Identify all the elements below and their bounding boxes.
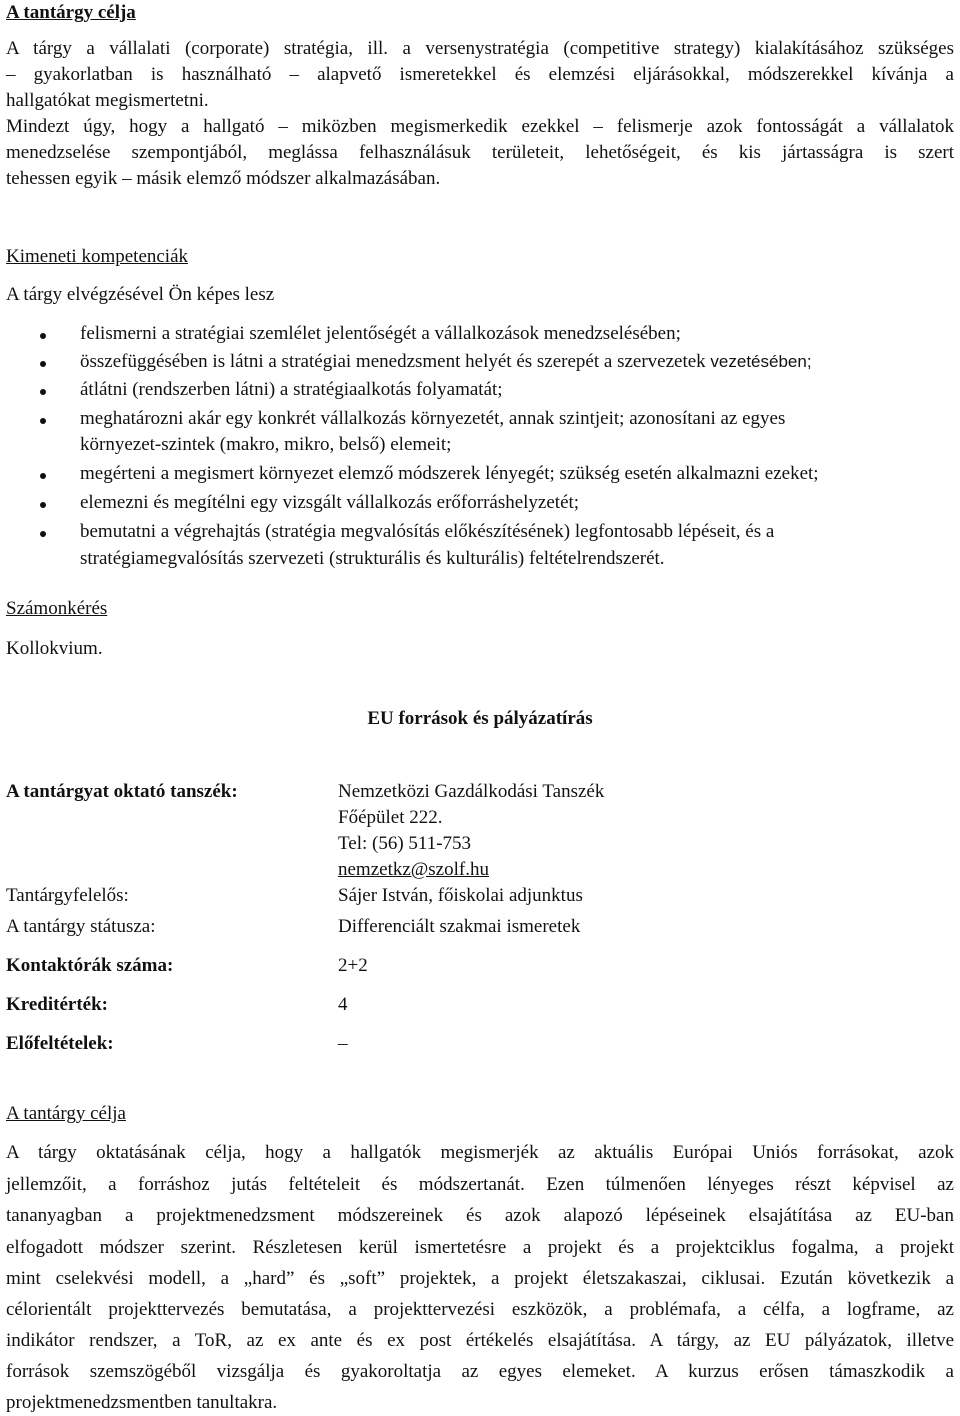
- prereq-label: Előfeltételek:: [6, 1033, 114, 1054]
- course-title: EU források és pályázatírás: [367, 708, 593, 729]
- hours-value: 2+2: [338, 955, 368, 976]
- responsible-label: Tantárgyfelelős:: [6, 885, 129, 906]
- list-item-text-main: összefüggésében is látni a stratégiai menedzsment helyét és szerepét a szervezetek: [80, 351, 706, 372]
- list-item-text: környezet-szintek (makro, mikro, belső) elemeit;: [80, 434, 452, 455]
- exam-value: Kollokvium.: [6, 638, 103, 659]
- status-value: Differenciált szakmai ismeretek: [338, 916, 581, 937]
- list-item-text: elemezni és megítélni egy vizsgált vállalkozás erőforráshelyzetét;: [80, 492, 580, 513]
- list-item-text-tail: vezetésében;: [710, 352, 812, 371]
- text-line: indikátor rendszer, a ToR, az ex ante és ex post értékelés elsajátítása. A tárgy, az EU pályázatok, illetve: [6, 1330, 954, 1351]
- list-item-text: átlátni (rendszerben látni) a stratégiaalkotás folyamatát;: [80, 379, 503, 400]
- exam-heading: Számonkérés: [6, 598, 108, 619]
- text-line: tananyagban a projektmenedzsment módszereinek és azok alapozó lépéseinek elsajátítása az EU-ban: [6, 1205, 954, 1226]
- bullet-icon: [40, 473, 46, 479]
- prereq-value: –: [338, 1033, 348, 1054]
- list-item-text: bemutatni a végrehajtás (stratégia megvalósítás előkészítésének) legfontosabb lépéseit, és a: [80, 521, 775, 542]
- list-item-text: [80, 351, 812, 373]
- text-line: Mindezt úgy, hogy a hallgató – miközben megismerkedik ezekkel – felismerje azok fontosságát a vállalatok: [6, 116, 954, 137]
- credit-value: 4: [338, 994, 348, 1015]
- text-line: források szemszögéből vizsgálja és gyakoroltatja az egyes elemeket. A kurzus erősen támaszkodik a: [6, 1361, 954, 1382]
- bullet-icon: [40, 389, 46, 395]
- bullet-icon: [40, 333, 46, 339]
- bullet-icon: [40, 418, 46, 424]
- text-line: hallgatókat megismertetni.: [6, 90, 209, 111]
- text-line: elfogadott módszer szerint. Részletesen kerül ismertetésre a projekt és a projektciklus fogalma, a projekt: [6, 1237, 954, 1258]
- text-line: – gyakorlatban is használható – alapvető ismeretekkel és elemzési eljárásokkal, módszerekkel kívánja a: [6, 64, 954, 85]
- dept-name: Nemzetközi Gazdálkodási Tanszék: [338, 781, 605, 802]
- competence-intro: A tárgy elvégzésével Ön képes lesz: [6, 284, 275, 305]
- competence-heading: Kimeneti kompetenciák: [6, 246, 189, 267]
- credit-label: Kreditérték:: [6, 994, 108, 1015]
- text-line: A tárgy oktatásának célja, hogy a hallgatók megismerjék az aktuális Európai Uniós forrásokat, azok: [6, 1142, 954, 1163]
- responsible-value: Sájer István, főiskolai adjunktus: [338, 885, 583, 906]
- status-label: A tantárgy státusza:: [6, 916, 156, 937]
- bullet-icon: [40, 502, 46, 508]
- dept-email-link[interactable]: nemzetkz@szolf.hu: [338, 859, 489, 880]
- text-line: menedzselése szempontjából, meglássa felhasználásuk területeit, lehetőségeit, és kis jártasságra is szert: [6, 142, 954, 163]
- list-item-text: felismerni a stratégiai szemlélet jelentőségét a vállalkozások menedzselésében;: [80, 323, 681, 344]
- list-item-text: megérteni a megismert környezet elemző módszerek lényegét; szükség esetén alkalmazni ezeket;: [80, 463, 819, 484]
- bullet-icon: [40, 361, 46, 367]
- list-item-text: meghatározni akár egy konkrét vállalkozás környezetét, annak szintjeit; azonosítani az egyes: [80, 408, 786, 429]
- text-line: célorientált projekttervezés bemutatása, a projekttervezési eszközök, a problémafa, a célfa, a logframe, az: [6, 1299, 954, 1320]
- text-line: jellemzőit, a forráshoz jutás feltételeit és módszertanát. Ezen túlmenően lényeges részt képvisel az: [6, 1174, 954, 1195]
- goal-heading: A tantárgy célja: [6, 2, 136, 23]
- dept-phone: Tel: (56) 511-753: [338, 833, 472, 854]
- dept-label: A tantárgyat oktató tanszék:: [6, 781, 238, 802]
- hours-label: Kontaktórák száma:: [6, 955, 174, 976]
- text-line: tehessen egyik – másik elemző módszer alkalmazásában.: [6, 168, 441, 189]
- text-line: A tárgy a vállalati (corporate) stratégia, ill. a versenystratégia (competitive strategy) kialakításához szükséges: [6, 38, 954, 59]
- goal-heading-2: A tantárgy célja: [6, 1103, 126, 1124]
- text-line: projektmenedzsmentben tanultakra.: [6, 1392, 278, 1413]
- bullet-icon: [40, 531, 46, 537]
- list-item-text: stratégiamegvalósítás szervezeti (strukturális és kulturális) feltételrendszerét.: [80, 548, 665, 569]
- dept-room: Főépület 222.: [338, 807, 443, 828]
- text-line: mint cselekvési modell, a „hard” és „soft” projektek, a projekt életszakaszai, ciklusai. Ezután következik a: [6, 1268, 954, 1289]
